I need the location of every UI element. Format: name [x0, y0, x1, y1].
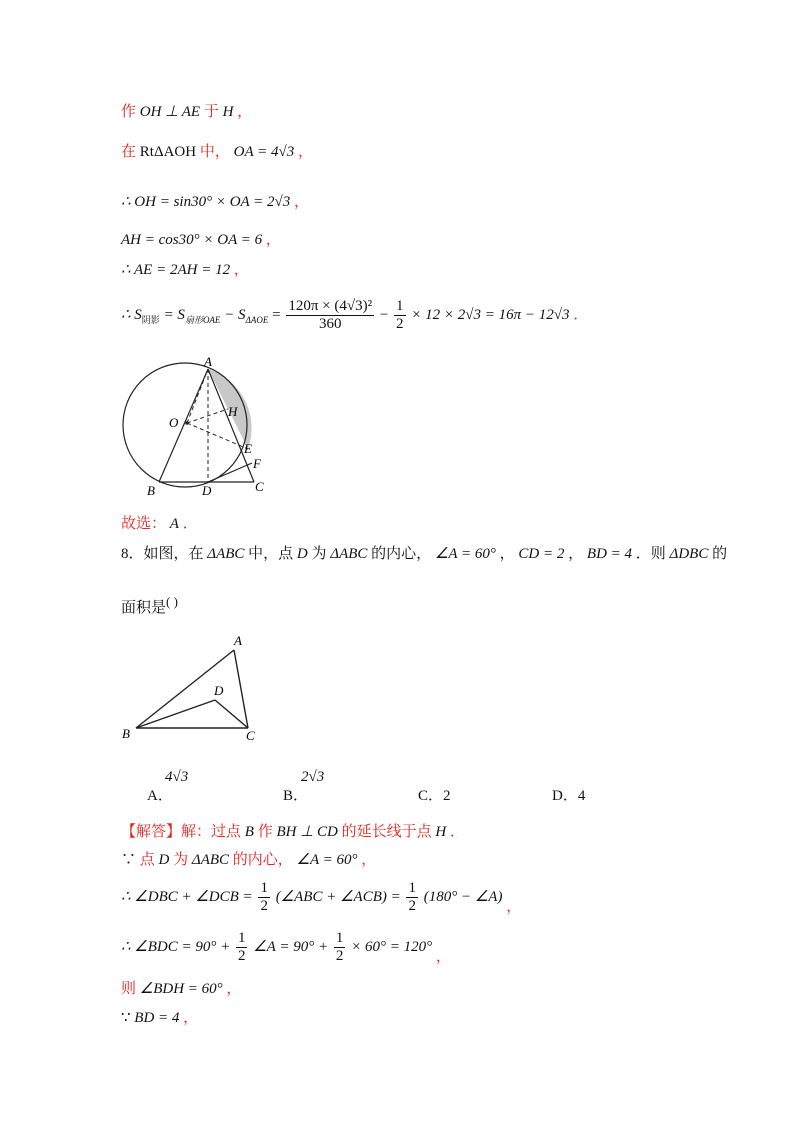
- numerator: 1: [335, 930, 344, 946]
- center-point: [185, 421, 189, 425]
- text: ．: [449, 824, 465, 840]
- math: ∠A = 60°: [296, 852, 358, 868]
- text: 解：过点: [181, 824, 242, 840]
- math: =: [272, 306, 281, 323]
- fraction: [394, 298, 406, 333]
- option-a-label[interactable]: A．: [147, 788, 173, 804]
- math: ∠BDH = 60°: [139, 981, 223, 997]
- label-E: E: [244, 441, 252, 456]
- circle-figure: [115, 355, 275, 500]
- label-B: B: [147, 483, 155, 498]
- label-F: F: [253, 456, 261, 471]
- math: H: [435, 824, 447, 840]
- math: ∴ ∠BDC = 90° +: [121, 938, 231, 955]
- math: ∴ AE = 2AH = 12: [121, 262, 231, 278]
- text: 的内心，: [232, 852, 293, 868]
- fraction: [286, 298, 374, 333]
- text: 作: [121, 104, 137, 120]
- fraction: [258, 880, 270, 915]
- segment-DF: [208, 463, 252, 482]
- math: B: [244, 824, 254, 840]
- text: ，: [568, 546, 584, 562]
- text: ，: [226, 981, 242, 997]
- math: CD = 2: [518, 546, 565, 562]
- subscript: 扇形OAE: [184, 314, 221, 325]
- denominator: 2: [396, 316, 404, 332]
- numerator: 120π × (4√3)²: [288, 298, 373, 314]
- math: H: [222, 104, 234, 120]
- math: BD = 4: [586, 546, 633, 562]
- solution-8-line-6: [121, 1006, 198, 1027]
- solution-8-line-3: [121, 880, 521, 915]
- answer-paren: ( ): [166, 594, 178, 609]
- label-D: D: [214, 683, 224, 698]
- text: 中，: [199, 144, 230, 160]
- solution-line-1: [121, 100, 252, 121]
- label-C: C: [246, 728, 255, 743]
- text: 为: [173, 852, 189, 868]
- denominator: 2: [335, 948, 344, 964]
- math: RtΔAOH: [139, 144, 197, 160]
- solution-8-line-2: [121, 848, 376, 869]
- segment-AB: [159, 369, 208, 482]
- segment-BD: [136, 700, 215, 728]
- question-line-2: [121, 596, 178, 617]
- text: ，: [506, 898, 522, 915]
- text: 点: [139, 852, 155, 868]
- solution-line-3: [121, 190, 309, 211]
- solution-8-line-1: [121, 820, 465, 841]
- text: 于: [203, 104, 219, 120]
- math: ∴ ∠DBC + ∠DCB =: [121, 888, 253, 905]
- text: ，: [237, 104, 253, 120]
- text: 的内心，: [371, 546, 432, 562]
- option-b-value: 2√3: [301, 769, 325, 785]
- fraction: [236, 930, 248, 965]
- denominator: 2: [260, 898, 268, 914]
- solution-line-2: [121, 140, 313, 161]
- label-B: B: [122, 726, 130, 741]
- math: ∴ OH = sin30° × OA = 2√3: [121, 194, 291, 210]
- math: ∴ S: [121, 306, 142, 323]
- denominator: 360: [318, 316, 342, 332]
- text: 的: [712, 546, 728, 562]
- text: ，: [297, 144, 313, 160]
- option-a-value: 4√3: [165, 769, 189, 785]
- solution-line-4: [121, 228, 281, 249]
- triangle-figure: [118, 632, 278, 747]
- math: BH ⊥ CD: [276, 824, 338, 840]
- segment-OA: [187, 369, 208, 423]
- math: ∠A = 60°: [434, 546, 496, 562]
- option-b-label[interactable]: B．: [283, 788, 309, 804]
- text: 故选：: [121, 516, 167, 532]
- denominator: 2: [408, 898, 416, 914]
- subscript: ΔAOE: [245, 314, 269, 325]
- math: − S: [224, 306, 246, 323]
- solution-line-6: [121, 298, 588, 333]
- math: (180° − ∠A): [423, 888, 503, 905]
- math: = S: [163, 306, 185, 323]
- text: ，: [183, 1010, 199, 1026]
- numerator: 1: [408, 880, 416, 896]
- math: ∵: [121, 852, 137, 868]
- text: ，: [499, 546, 515, 562]
- math: (∠ABC + ∠ACB) =: [275, 888, 401, 905]
- label-A: A: [234, 633, 242, 648]
- previous-answer: [121, 512, 198, 533]
- text: ．: [573, 306, 589, 323]
- math: ∠A = 90° +: [253, 938, 329, 955]
- math: × 60° = 120°: [351, 938, 433, 955]
- math: ΔABC: [207, 546, 245, 562]
- subscript: 阴影: [141, 314, 160, 325]
- option-d-label[interactable]: D．4: [552, 788, 586, 804]
- math: ∵: [121, 1010, 131, 1026]
- question-number: 8．如图，在: [121, 546, 204, 562]
- option-c-label[interactable]: C．2: [418, 788, 451, 804]
- fraction: [406, 880, 418, 915]
- text: 中，点: [248, 546, 294, 562]
- answer-tag: 【解答】: [121, 824, 182, 840]
- text: 面积是: [121, 600, 167, 616]
- text: ，: [265, 232, 281, 248]
- text: 在: [121, 144, 137, 160]
- question-line-1: [121, 542, 727, 563]
- math: −: [379, 306, 389, 323]
- label-C: C: [255, 479, 264, 494]
- math: OA = 4√3: [233, 144, 295, 160]
- label-D: D: [202, 483, 212, 498]
- text: 则: [121, 981, 137, 997]
- label-H: H: [228, 404, 238, 419]
- math: D: [158, 852, 170, 868]
- text: ．: [182, 516, 198, 532]
- math: A: [169, 516, 179, 532]
- text: ，: [294, 194, 310, 210]
- math: OH ⊥ AE: [139, 104, 201, 120]
- math: AH = cos30° × OA = 6: [121, 232, 263, 248]
- segment-AC: [234, 650, 248, 728]
- text: ．则: [635, 546, 666, 562]
- math: × 12 × 2√3 = 16π − 12√3: [411, 306, 570, 323]
- solution-8-line-5: [121, 977, 241, 998]
- math: ΔABC: [330, 546, 368, 562]
- text: 作: [257, 824, 273, 840]
- numerator: 1: [260, 880, 268, 896]
- text: ，: [435, 948, 451, 965]
- math: BD = 4: [134, 1010, 180, 1026]
- label-A: A: [204, 355, 212, 369]
- solution-line-5: [121, 258, 249, 279]
- text: ，: [361, 852, 377, 868]
- math: ΔDBC: [669, 546, 709, 562]
- numerator: 1: [237, 930, 246, 946]
- text: 为: [311, 546, 327, 562]
- math: ΔABC: [191, 852, 230, 868]
- label-O: O: [169, 415, 179, 430]
- math: D: [296, 546, 308, 562]
- fraction: [334, 930, 346, 965]
- text: 的延长线于点: [341, 824, 432, 840]
- numerator: 1: [396, 298, 404, 314]
- denominator: 2: [237, 948, 246, 964]
- text: ，: [233, 262, 249, 278]
- solution-8-line-4: [121, 930, 451, 965]
